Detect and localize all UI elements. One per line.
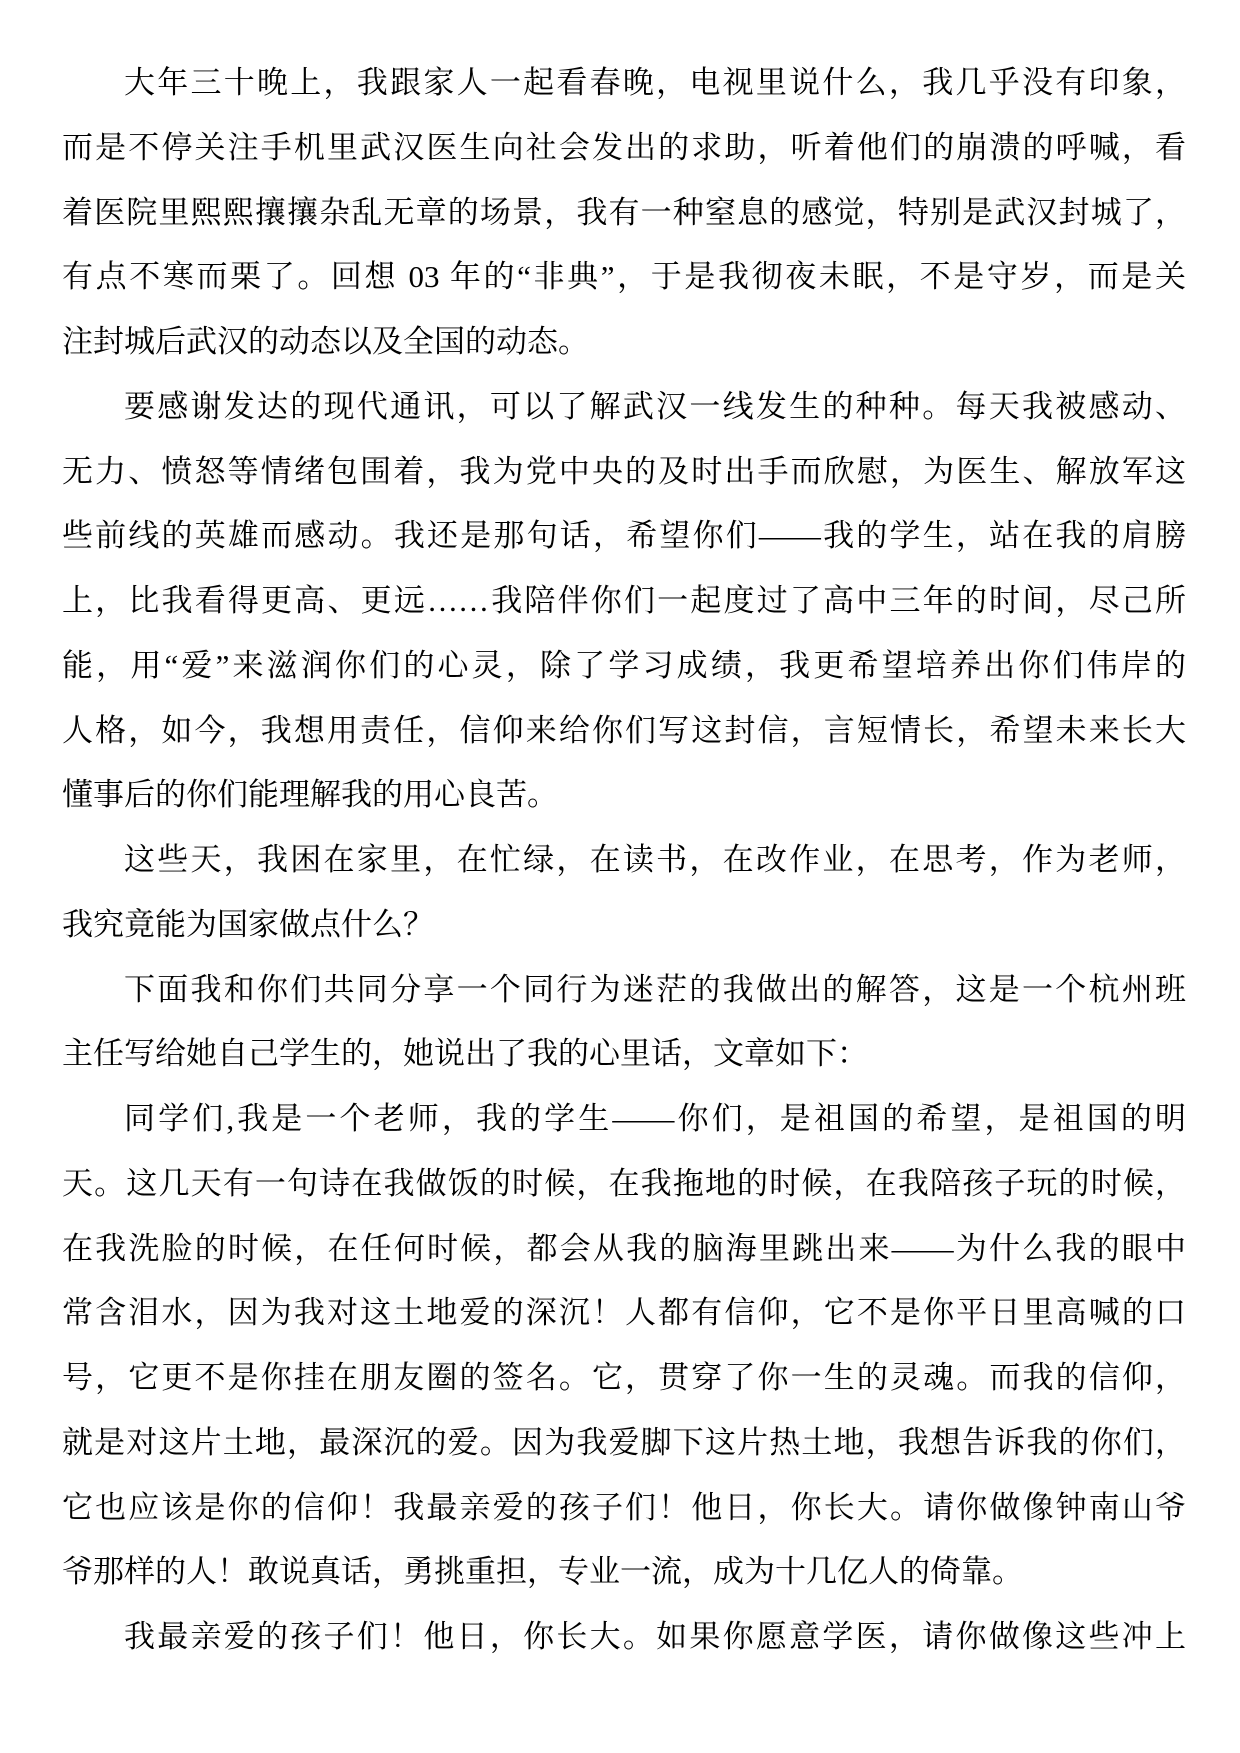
text-line: 着医院里熙熙攘攘杂乱无章的场景，我有一种窒息的感觉，特别是武汉封城了， xyxy=(62,194,1186,230)
text-line: 号，它更不是你挂在朋友圈的签名。它，贯穿了你一生的灵魂。而我的信仰， xyxy=(62,1360,1186,1395)
text-line: 这些天，我困在家里，在忙绿，在读书，在改作业，在思考，作为老师， xyxy=(124,842,1186,877)
text-line: 常含泪水，因为我对这土地爱的深沉！人都有信仰，它不是你平日里高喊的口 xyxy=(62,1295,1186,1331)
text-line: 天。这几天有一句诗在我做饭的时候，在我拖地的时候，在我陪孩子玩的时候， xyxy=(62,1165,1186,1201)
text-line: 主任写给她自己学生的，她说出了我的心里话，文章如下： xyxy=(62,1036,868,1072)
text-line: 同学们,我是一个老师，我的学生——你们，是祖国的希望，是祖国的明 xyxy=(124,1101,1186,1136)
text-line: 能，用“爱”来滋润你们的心灵，除了学习成绩，我更希望培养出你们伟岸的 xyxy=(62,647,1186,683)
text-line: 我最亲爱的孩子们！他日，你长大。如果你愿意学医，请你做像这些冲上 xyxy=(124,1619,1186,1654)
text-line: 它也应该是你的信仰！我最亲爱的孩子们！他日，你长大。请你做像钟南山爷 xyxy=(62,1489,1186,1525)
text-line: 无力、愤怒等情绪包围着，我为党中央的及时出手而欣慰，为医生、解放军这 xyxy=(62,453,1186,489)
text-line: 要感谢发达的现代通讯，可以了解武汉一线发生的种种。每天我被感动、 xyxy=(124,388,1186,424)
text-line: 上，比我看得更高、更远……我陪伴你们一起度过了高中三年的时间，尽己所 xyxy=(62,583,1186,618)
document-body xyxy=(62,51,1186,1670)
text-line: 有点不寒而栗了。回想 03 年的“非典”，于是我彻夜未眠，不是守岁，而是关 xyxy=(62,259,1186,295)
text-line: 爷那样的人！敢说真话，勇挑重担，专业一流，成为十几亿人的倚靠。 xyxy=(62,1554,1023,1590)
text-line: 而是不停关注手机里武汉医生向社会发出的求助，听着他们的崩溃的呼喊，看 xyxy=(62,129,1186,165)
text-line: 人格，如今，我想用责任，信仰来给你们写这封信，言短情长，希望未来长大 xyxy=(62,712,1186,748)
text-line: 我究竟能为国家做点什么？ xyxy=(62,906,434,942)
text-line: 就是对这片土地，最深沉的爱。因为我爱脚下这片热土地，我想告诉我的你们， xyxy=(62,1424,1186,1460)
text-line: 注封城后武汉的动态以及全国的动态。 xyxy=(62,324,589,359)
text-line: 在我洗脸的时候，在任何时候，都会从我的脑海里跳出来——为什么我的眼中 xyxy=(62,1230,1186,1266)
text-line: 大年三十晚上，我跟家人一起看春晚，电视里说什么，我几乎没有印象， xyxy=(124,65,1186,100)
text-line: 些前线的英雄而感动。我还是那句话，希望你们——我的学生，站在我的肩膀 xyxy=(62,518,1186,554)
text-line: 懂事后的你们能理解我的用心良苦。 xyxy=(62,777,558,813)
text-line: 下面我和你们共同分享一个同行为迷茫的我做出的解答，这是一个杭州班 xyxy=(124,971,1186,1007)
